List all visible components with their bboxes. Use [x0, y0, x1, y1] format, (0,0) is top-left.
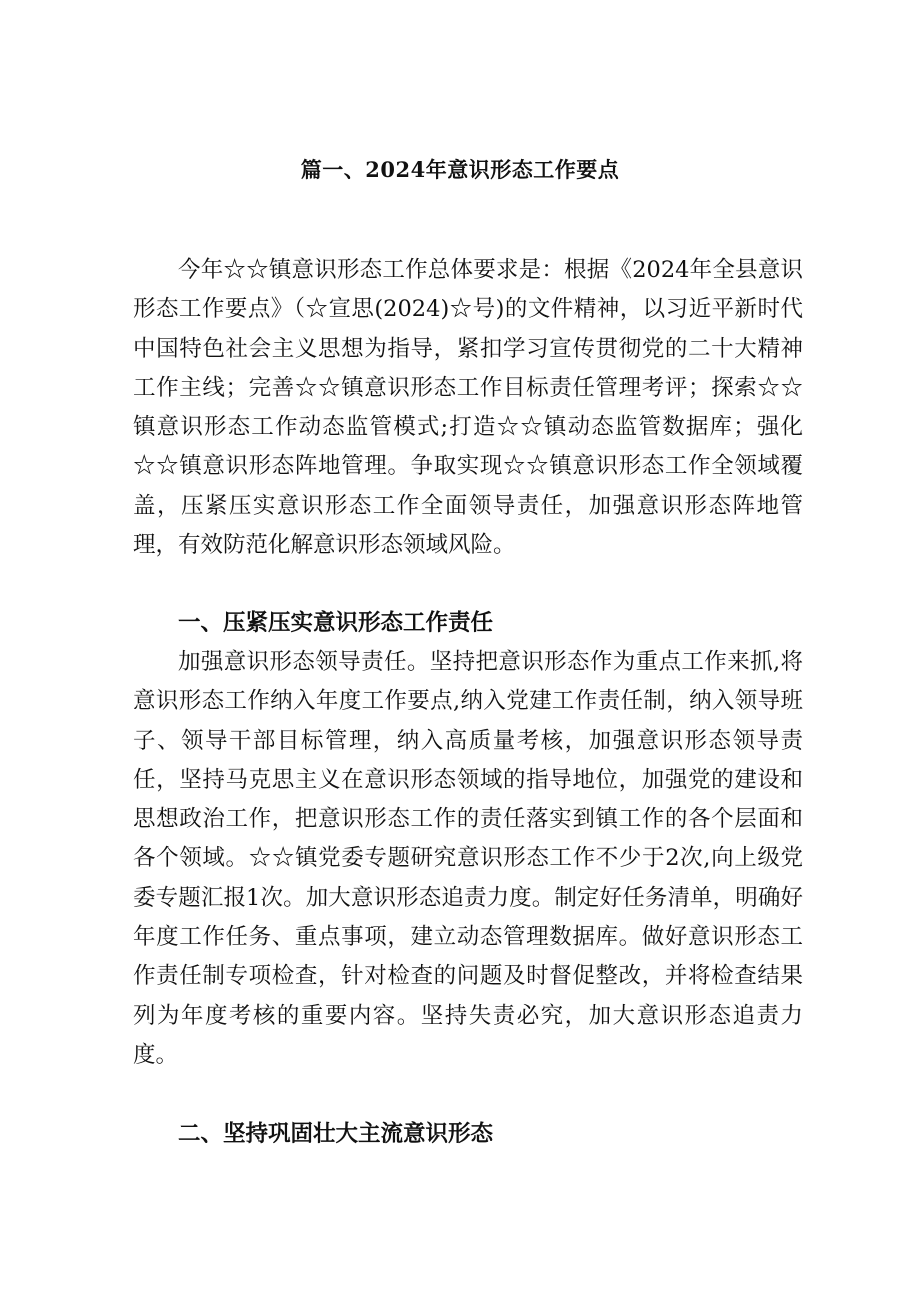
section-heading-2: 二、坚持巩固壮大主流意识形态	[178, 1121, 494, 1147]
document-title: 篇一、2024年意识形态工作要点	[300, 157, 620, 182]
intro-paragraph: 今年☆☆镇意识形态工作总体要求是：根据《2024年全县意识形态工作要点》（☆宣思(2024)☆号)的文件精神，以习近平新时代中国特色社会主义思想为指导，紧扣学习宣传贯彻党的二十大精神工作主线；完善☆☆镇意识形态工作目标责任管理考评；探索☆☆镇意识形态工作动态监管模式;打造☆☆镇动态监管数据库；强化☆☆镇意识形态阵地管理。争取实现☆☆镇意识形态工作全领域覆盖，压紧压实意识形态工作全面领导责任，加强意识形态阵地管理，有效防范化解意识形态领域风险。	[133, 257, 803, 559]
section-heading-1: 一、压紧压实意识形态工作责任	[178, 610, 494, 636]
section-1-paragraph: 加强意识形态领导责任。坚持把意识形态作为重点工作来抓,将意识形态工作纳入年度工作要点,纳入党建工作责任制，纳入领导班子、领导干部目标管理，纳入高质量考核，加强意识形态领导责任，坚持马克思主义在意识形态领域的指导地位，加强党的建设和思想政治工作，把意识形态工作的责任落实到镇工作的各个层面和各个领域。☆☆镇党委专题研究意识形态工作不少于2次,向上级党委专题汇报1次。加大意识形态追责力度。制定好任务清单，明确好年度工作任务、重点事项，建立动态管理数据库。做好意识形态工作责任制专项检查，针对检查的问题及时督促整改，并将检查结果列为年度考核的重要内容。坚持失责必究，加大意识形态追责力度。	[133, 649, 803, 1068]
